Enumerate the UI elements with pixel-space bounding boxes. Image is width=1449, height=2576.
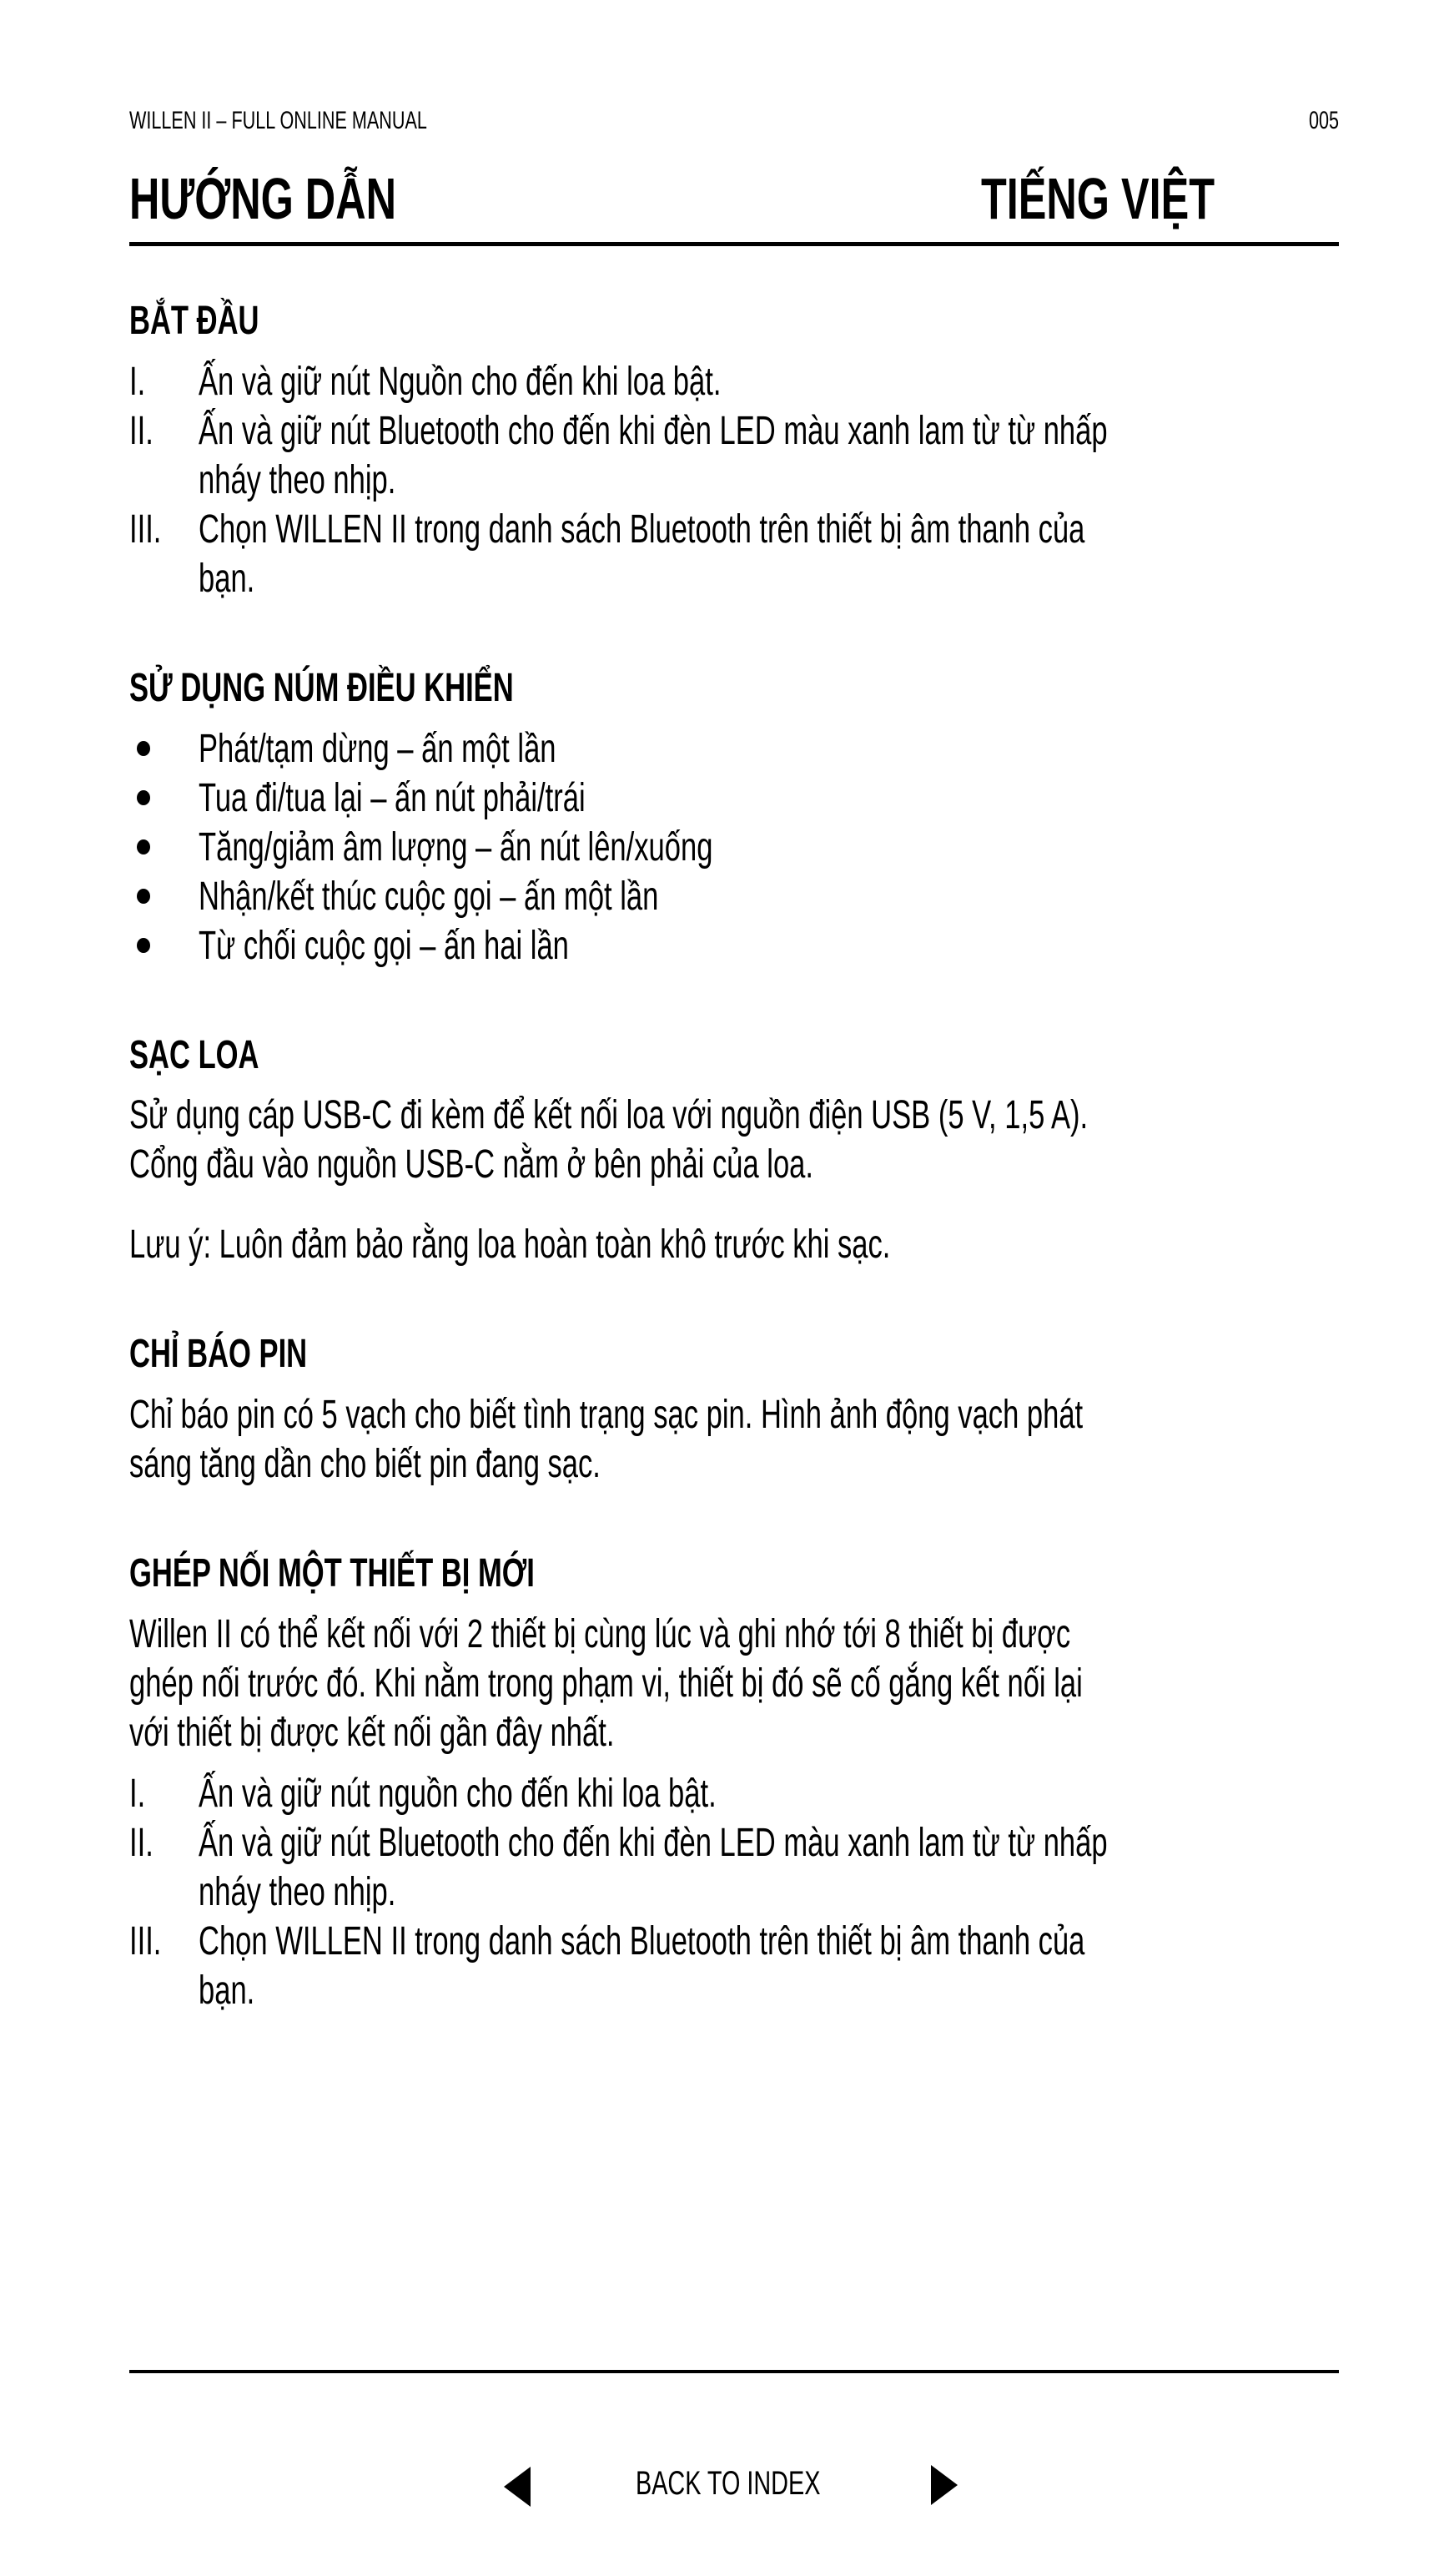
list-item-text: Chọn WILLEN II trong danh sách Bluetooth trên thiết bị âm thanh của — [199, 507, 1085, 552]
list-item-text: nháy theo nhịp. — [199, 458, 396, 502]
header-divider — [129, 242, 1339, 246]
list-item — [199, 359, 924, 405]
charging-note — [129, 1222, 1186, 1268]
paragraph-text: Chỉ báo pin có 5 vạch cho biết tình trạng sạc pin. Hình ảnh động vạch phát — [129, 1393, 1084, 1437]
list-item — [199, 408, 1449, 454]
triangle-right-icon[interactable] — [931, 2465, 958, 2505]
heading-text: SỬ DỤNG NÚM ĐIỀU KHIỂN — [129, 666, 514, 710]
title-row — [129, 165, 1339, 232]
paragraph-line — [129, 1661, 1449, 1706]
paragraph-text: Sử dụng cáp USB-C đi kèm để kết nối loa với nguồn điện USB (5 V, 1,5 A). — [129, 1093, 1089, 1137]
list-item-text: Tăng/giảm âm lượng – ấn nút lên/xuống — [199, 825, 713, 870]
footer-divider — [129, 2370, 1339, 2373]
bullet-icon — [137, 741, 150, 756]
bullet-icon — [137, 839, 150, 854]
back-to-index-text: BACK TO INDEX — [636, 2465, 821, 2502]
list-item-text: Ấn và giữ nút Bluetooth cho đến khi đèn LED màu xanh lam từ từ nhấp — [199, 409, 1108, 453]
list-item-text: Phát/tạm dừng – ấn một lần — [199, 727, 556, 771]
list-item — [199, 775, 736, 821]
list-item-text: Ấn và giữ nút Nguồn cho đến khi loa bật. — [199, 360, 722, 404]
list-item-text: Ấn và giữ nút Bluetooth cho đến khi đèn LED màu xanh lam từ từ nhấp — [199, 1821, 1108, 1865]
paragraph-text: Willen II có thể kết nối với 2 thiết bị cùng lúc và ghi nhớ tới 8 thiết bị được — [129, 1612, 1071, 1656]
paragraph-line — [129, 1142, 1079, 1187]
list-item — [199, 507, 1430, 552]
list-item-text: Ấn và giữ nút nguồn cho đến khi loa bật. — [199, 1772, 717, 1816]
page-title-text: HƯỚNG DẪN — [129, 166, 397, 231]
section-heading-control-knob — [129, 665, 663, 711]
paragraph-line — [129, 1092, 1449, 1138]
bullet-icon — [137, 938, 150, 953]
paragraph-text: với thiết bị được kết nối gần đây nhất. — [129, 1711, 615, 1755]
manual-title — [129, 107, 543, 135]
page-header — [129, 107, 1339, 134]
paragraph-text: Cổng đầu vào nguồn USB-C nằm ở bên phải của loa. — [129, 1142, 813, 1187]
marker-text: III. — [129, 507, 162, 552]
list-item-continuation — [199, 1968, 276, 2014]
list-item-text: bạn. — [199, 557, 255, 601]
paragraph-line — [129, 1611, 1436, 1657]
language-title — [981, 165, 1306, 232]
list-item-continuation — [199, 1869, 472, 1915]
list-item-text: Nhận/kết thúc cuộc gọi – ấn một lần — [199, 875, 659, 919]
heading-text: CHỈ BÁO PIN — [129, 1332, 308, 1376]
note-text: Lưu ý: Luôn đảm bảo rằng loa hoàn toàn khô trước khi sạc. — [129, 1222, 891, 1267]
heading-text: BẮT ĐẦU — [129, 299, 259, 343]
list-item-text: Tua đi/tua lại – ấn nút phải/trái — [199, 776, 586, 820]
paragraph-line — [129, 1441, 784, 1487]
list-item — [199, 1918, 1430, 1964]
list-item — [199, 874, 838, 920]
list-marker — [129, 507, 174, 552]
list-marker — [129, 408, 163, 454]
list-item-text: nháy theo nhịp. — [199, 1870, 396, 1914]
paragraph-text: sáng tăng dần cho biết pin đang sạc. — [129, 1442, 601, 1486]
footer-nav — [0, 2453, 1449, 2520]
bullet-icon — [137, 889, 150, 904]
paragraph-line — [129, 1710, 803, 1756]
list-item — [199, 1771, 918, 1817]
triangle-left-icon[interactable] — [504, 2467, 531, 2507]
bullet-icon — [137, 790, 150, 805]
marker-text: II. — [129, 409, 153, 453]
list-item-continuation — [199, 457, 472, 503]
list-item — [199, 726, 695, 772]
list-marker — [129, 1820, 163, 1866]
marker-text: I. — [129, 1772, 146, 1816]
list-item-continuation — [199, 556, 276, 602]
list-item — [199, 923, 713, 969]
list-marker — [129, 1918, 174, 1964]
paragraph-line — [129, 1392, 1449, 1438]
language-title-text: TIẾNG VIỆT — [981, 166, 1215, 231]
list-marker — [129, 1771, 152, 1817]
list-item — [199, 824, 913, 870]
heading-text: GHÉP NỐI MỘT THIẾT BỊ MỚI — [129, 1551, 535, 1596]
list-item — [199, 1820, 1449, 1866]
list-item-text: bạn. — [199, 1969, 255, 2013]
page-number — [1297, 107, 1339, 135]
page-number-text: 005 — [1308, 107, 1339, 134]
section-heading-getting-started — [129, 298, 309, 344]
heading-text: SẠC LOA — [129, 1033, 259, 1077]
marker-text: III. — [129, 1919, 162, 1964]
marker-text: I. — [129, 360, 146, 404]
marker-text: II. — [129, 1821, 153, 1865]
section-heading-pairing — [129, 1550, 692, 1596]
section-heading-battery — [129, 1331, 376, 1377]
section-heading-charging — [129, 1032, 309, 1078]
back-to-index-link[interactable] — [636, 2465, 893, 2503]
manual-title-text: WILLEN II – FULL ONLINE MANUAL — [129, 107, 427, 134]
paragraph-text: ghép nối trước đó. Khi nằm trong phạm vi, thiết bị đó sẽ cố gắng kết nối lại — [129, 1661, 1083, 1706]
page-title — [129, 165, 500, 232]
list-item-text: Từ chối cuộc gọi – ấn hai lần — [199, 924, 569, 968]
list-item-text: Chọn WILLEN II trong danh sách Bluetooth trên thiết bị âm thanh của — [199, 1919, 1085, 1964]
list-marker — [129, 359, 152, 405]
